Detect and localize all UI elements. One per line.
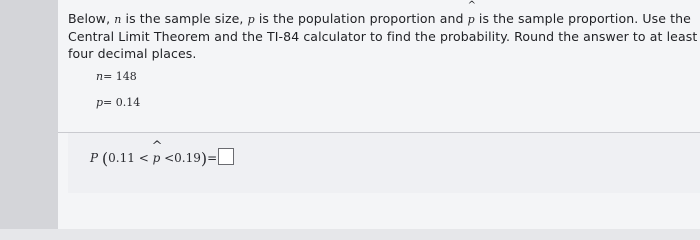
given-population-proportion: p= 0.14 xyxy=(96,96,141,109)
upper-bound: 0.19 xyxy=(174,151,201,165)
var-p-hat: ^ p xyxy=(467,0,477,26)
lower-bound: 0.11 xyxy=(108,151,135,165)
question-line-1: Below, n is the sample size, p is the population proportion and ^ p is the sample proportion. Use the xyxy=(68,0,691,26)
var-p: p xyxy=(247,13,255,26)
answer-input[interactable] xyxy=(218,148,234,165)
probability-expression: P (0.11 < ^ p <0.19)= xyxy=(90,148,234,168)
probability-function: P xyxy=(90,151,99,165)
hat-icon: ^ xyxy=(467,0,477,11)
left-margin xyxy=(0,0,58,229)
question-text xyxy=(68,0,700,62)
hat-icon: ^ xyxy=(151,139,163,154)
p-hat-symbol: ^ p xyxy=(151,139,163,165)
question-line-2: Central Limit Theorem and the TI-84 calculator to find the probability. Round the answer to at least xyxy=(68,29,698,44)
question-line-3: four decimal places. xyxy=(68,46,197,61)
var-n: n xyxy=(114,13,122,26)
given-sample-size: n= 148 xyxy=(96,70,137,83)
